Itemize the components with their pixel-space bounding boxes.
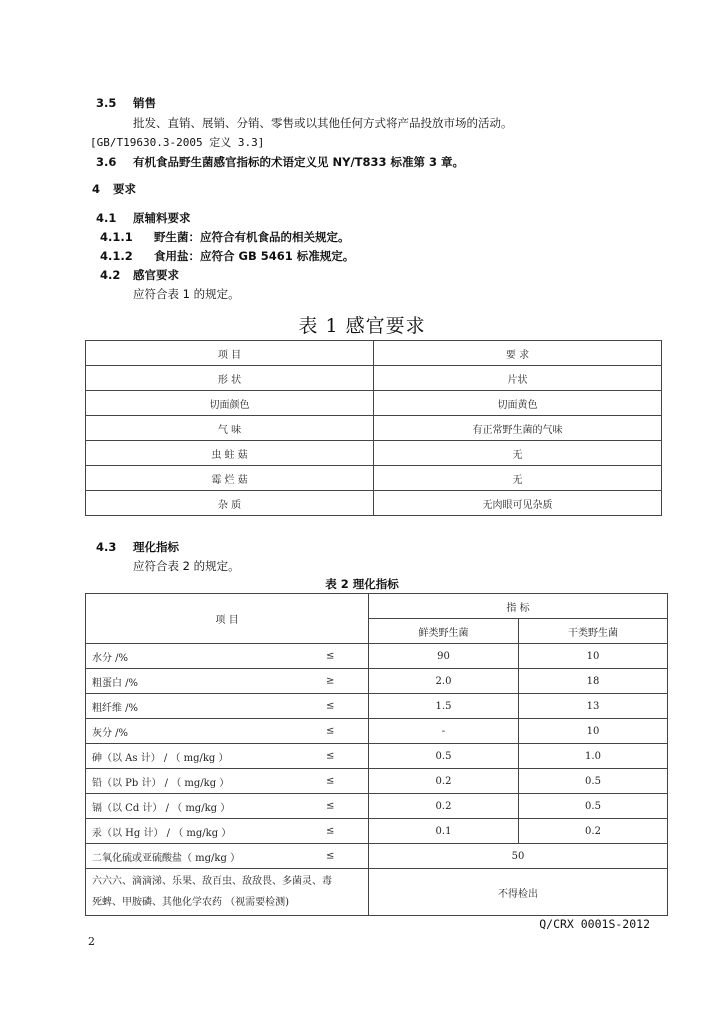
table2-cell-dry: 0.5 xyxy=(519,769,668,794)
table2-cell-fresh: 0.1 xyxy=(369,819,519,844)
table2-cell-dry: 18 xyxy=(519,669,668,694)
table1-cell-item: 霉 烂 菇 xyxy=(86,466,374,491)
table-row xyxy=(86,466,662,491)
table2-item-name: 二氧化硫或亚硫酸盐（ mg/kg ） xyxy=(92,852,241,864)
table1-cell-requirement: 切面黄色 xyxy=(374,391,662,416)
section-4-2-number: 4.2 xyxy=(100,268,121,282)
table2-header-index: 指 标 xyxy=(369,594,668,619)
table2-cell-item xyxy=(86,744,369,769)
section-4-1-2-text: 食用盐：应符合 GB 5461 标准规定。 xyxy=(154,249,355,263)
table2-item-name: 粗蛋白 /% xyxy=(92,677,139,689)
section-4-3-title: 理化指标 xyxy=(133,540,179,554)
table2-item-name: 汞（以 Hg 计） / （ mg/kg ） xyxy=(92,827,232,839)
section-4-2-title: 感官要求 xyxy=(133,268,179,282)
table1-cell-item: 形 状 xyxy=(86,366,374,391)
section-4-1-number: 4.1 xyxy=(96,211,117,225)
table2-item-name: 镉（以 Cd 计） / （ mg/kg ） xyxy=(92,802,231,814)
table2-cell-merged-value: 不得检出 xyxy=(369,869,668,916)
section-4-1-title: 原辅料要求 xyxy=(133,211,191,225)
table1-header-item: 项 目 xyxy=(86,341,374,366)
table2-header-row xyxy=(86,594,668,619)
table2-item-operator: ≤ xyxy=(326,775,335,787)
table2-pesticide-row xyxy=(86,869,668,916)
table2-item-operator: ≤ xyxy=(326,725,335,737)
table1-cell-item: 气 味 xyxy=(86,416,374,441)
table-row xyxy=(86,794,668,819)
table1-header-row xyxy=(86,341,662,366)
table1-cell-requirement: 片状 xyxy=(374,366,662,391)
table2-header-item: 项 目 xyxy=(86,594,369,644)
table2-cell-dry: 13 xyxy=(519,694,668,719)
section-4-1-2-number: 4.1.2 xyxy=(100,249,133,263)
section-4-2-body: 应符合表 1 的规定。 xyxy=(133,287,240,301)
table2-cell-dry: 0.2 xyxy=(519,819,668,844)
table-row xyxy=(86,416,662,441)
page-number: 2 xyxy=(88,935,95,948)
section-3-5-reference: [GB/T19630.3-2005 定义 3.3] xyxy=(90,136,265,149)
table2-cell-dry: 10 xyxy=(519,644,668,669)
table-row xyxy=(86,744,668,769)
table2-item-operator: ≥ xyxy=(326,675,335,687)
table2-cell-item xyxy=(86,719,369,744)
section-4-1-1-number: 4.1.1 xyxy=(100,230,133,244)
table2-header-fresh: 鲜类野生菌 xyxy=(369,619,519,644)
table1 xyxy=(85,340,662,516)
table1-cell-requirement: 有正常野生菌的气味 xyxy=(374,416,662,441)
table-row xyxy=(86,491,662,516)
section-3-6-number: 3.6 xyxy=(96,155,117,169)
table-row xyxy=(86,769,668,794)
table-row xyxy=(86,441,662,466)
section-4-3-body: 应符合表 2 的规定。 xyxy=(133,559,240,573)
table2-item-operator: ≤ xyxy=(326,700,335,712)
table2-cell-fresh: 0.5 xyxy=(369,744,519,769)
table2-cell-item xyxy=(86,794,369,819)
section-3-5-definition: 批发、直销、展销、分销、零售或以其他任何方式将产品投放市场的活动。 xyxy=(133,116,513,130)
table2 xyxy=(85,593,668,916)
table2-sulfite-row xyxy=(86,844,668,869)
table2-item-name: 铅（以 Pb 计） / （ mg/kg ） xyxy=(92,777,230,789)
table-row xyxy=(86,391,662,416)
table2-header-dry: 干类野生菌 xyxy=(519,619,668,644)
table1-cell-requirement: 无 xyxy=(374,441,662,466)
table2-cell-dry: 0.5 xyxy=(519,794,668,819)
table2-cell-fresh: - xyxy=(369,719,519,744)
table2-cell-item xyxy=(86,669,369,694)
table2-cell-fresh: 0.2 xyxy=(369,794,519,819)
table2-item-name: 灰分 /% xyxy=(92,727,129,739)
table2-cell-item xyxy=(86,694,369,719)
table1-cell-requirement: 无肉眼可见杂质 xyxy=(374,491,662,516)
table2-cell-fresh: 0.2 xyxy=(369,769,519,794)
table-row xyxy=(86,644,668,669)
section-3-5-title: 销售 xyxy=(133,96,156,110)
table2-item-operator: ≤ xyxy=(326,650,335,662)
section-4-number: 4 xyxy=(92,182,101,196)
table1-title: 表 1 感官要求 xyxy=(298,315,426,337)
table2-cell-item xyxy=(86,844,369,869)
table1-cell-item: 杂 质 xyxy=(86,491,374,516)
table1-cell-requirement: 无 xyxy=(374,466,662,491)
table2-cell-dry: 1.0 xyxy=(519,744,668,769)
table2-item-operator: ≤ xyxy=(326,825,335,837)
table2-cell-item xyxy=(86,819,369,844)
table-row xyxy=(86,719,668,744)
table-row xyxy=(86,819,668,844)
section-3-6-text: 有机食品野生菌感官指标的术语定义见 NY/T833 标准第 3 章。 xyxy=(133,155,465,169)
section-3-5-number: 3.5 xyxy=(96,96,117,110)
table2-item-name: 砷（以 As 计） / （ mg/kg ） xyxy=(92,752,229,764)
table1-header-requirement: 要 求 xyxy=(374,341,662,366)
table2-cell-fresh: 90 xyxy=(369,644,519,669)
table2-cell-dry: 10 xyxy=(519,719,668,744)
table2-cell-fresh: 1.5 xyxy=(369,694,519,719)
section-4-title: 要求 xyxy=(113,182,136,196)
table2-item-operator: ≤ xyxy=(326,850,335,862)
table2-cell-merged-value: 50 xyxy=(369,844,668,869)
footer-standard-code: Q/CRX 0001S-2012 xyxy=(539,917,650,931)
section-4-3-number: 4.3 xyxy=(96,540,117,554)
table1-cell-item: 虫 蛀 菇 xyxy=(86,441,374,466)
table2-item-name: 粗纤维 /% xyxy=(92,702,139,714)
table-row xyxy=(86,669,668,694)
table2-item-name: 水分 /% xyxy=(92,652,129,664)
table2-cell-item xyxy=(86,869,369,916)
table2-item-operator: ≤ xyxy=(326,750,335,762)
table2-cell-item xyxy=(86,644,369,669)
table2-item-operator: ≤ xyxy=(326,800,335,812)
table2-pesticide-line2: 死蜱、甲胺磷、其他化学农药 （视需要检测) xyxy=(92,897,290,908)
table1-cell-item: 切面颜色 xyxy=(86,391,374,416)
table-row xyxy=(86,694,668,719)
section-4-1-1-text: 野生菌：应符合有机食品的相关规定。 xyxy=(154,230,350,244)
table-row xyxy=(86,366,662,391)
table2-pesticide-line1: 六六六、滴滴涕、乐果、敌百虫、敌敌畏、多菌灵、毒 xyxy=(92,876,332,887)
table2-cell-item xyxy=(86,769,369,794)
table2-cell-fresh: 2.0 xyxy=(369,669,519,694)
table2-title: 表 2 理化指标 xyxy=(325,577,399,591)
